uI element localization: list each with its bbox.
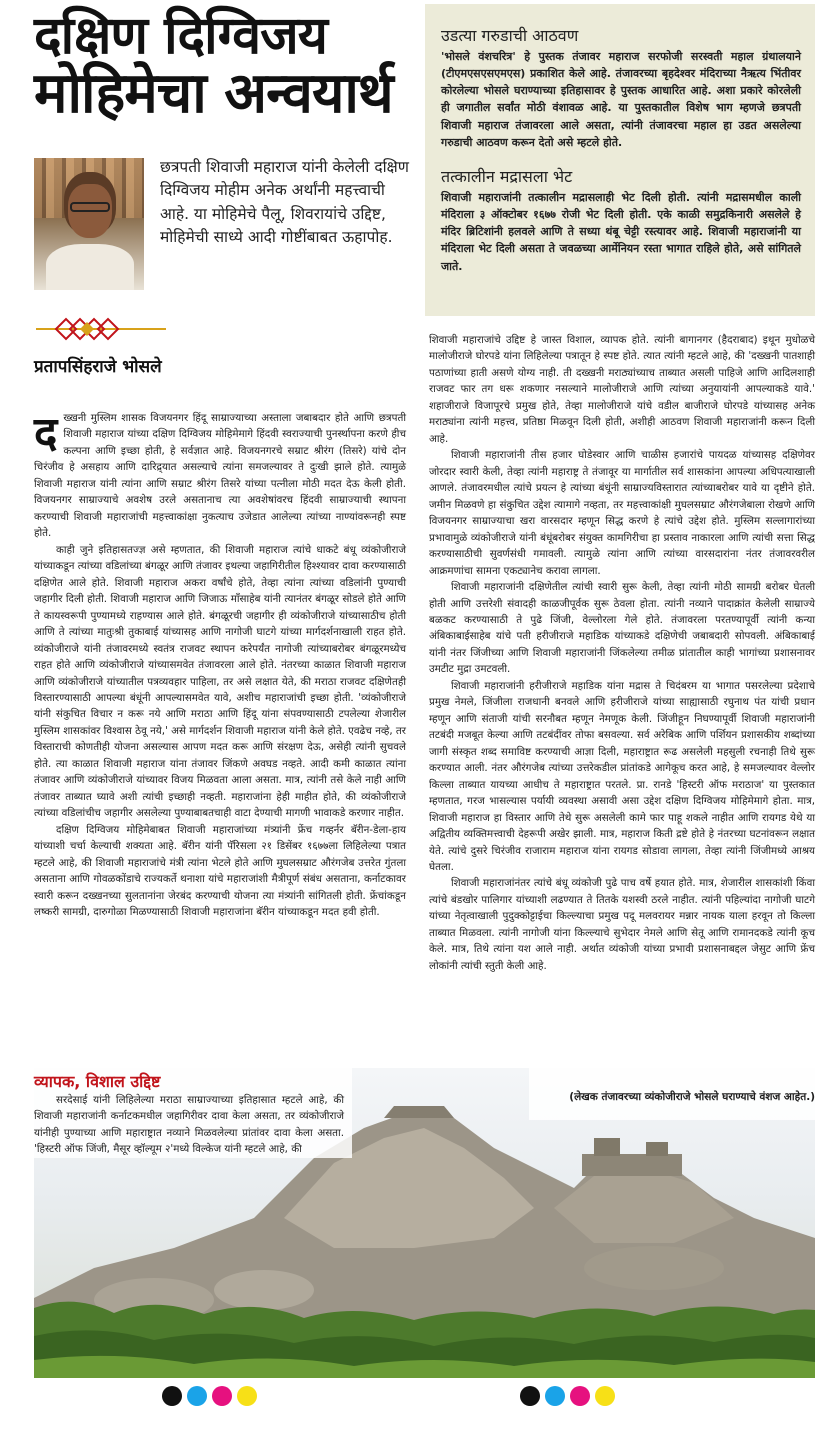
paragraph: शिवाजी महाराजांनंतर त्यांचे बंधू व्यंकोजी पुढे पाच वर्षे हयात होते. मात्र, शेजारील शासकांशी किंवा त्यांचे बंडखोर पालिगार यांच्याशी लढण्यात ते तितके यशस्वी ठरले नाहीत. त्यांनी पहिल्यांदा नागोजी घाटगे यांच्या नेतृत्वाखाली पुदुक्कोट्टाईचा किल्ल्याचा प्रमुख पदू मलवरायर मन्नार नायक याला हरवून तो किल्ला ताब्यात मिळवला. त्यांनी नागोजी यांना किल्ल्याचे सुभेदार नेमले आणि सेतू आणि रामानदकडे त्यांनी कूच केले. मात्र, तिथे त्यांना यश आले नाही. अर्थात व्यंकोजी यांच्या प्रभावी प्रशासनाबद्दल जेसुट आणि फ्रेंच लोकांनी त्यांची स्तुती केली आहे. bbox=[429, 877, 815, 972]
article-right-column bbox=[429, 332, 815, 974]
registration-dot-magenta bbox=[212, 1386, 232, 1406]
article-intro: छत्रपती शिवाजी महाराज यांनी केलेली दक्षिण दिग्विजय मोहीम अनेक अर्थांनी महत्त्वाची आहे. या मोहिमेचे पैलू, शिवरायांचे उद्दिष्ट, मोहिमेची साध्ये आदी गोष्टींबाबत ऊहापोह. bbox=[160, 158, 409, 246]
registration-dot-magenta bbox=[570, 1386, 590, 1406]
registration-marks-right bbox=[520, 1386, 620, 1410]
paragraph: शिवाजी महाराजांनी दक्षिणेतील त्यांची स्वारी सुरू केली, तेव्हा त्यांनी मोठी सामग्री बरोबर घेतली होती आणि उत्तरेशी संवादही काळजीपूर्वक सुरू ठेवला होता. त्यांनी नव्याने पादाक्रांत केलेली साम्राज्ये बळकट करण्यासाठी ते पुढे जिंजी, वेल्लोरला गेले होते. तंजावरला परतण्यापूर्वी त्यांनी कन्या अंबिकाबाईसाहेब यांचे पती हरीजीराजे महाडिक यांच्याकडे दक्षिणेची जबाबदारी सोपवली. अंबिकाबाई यांनी नंतर जिंजीच्या आणि शिवाजी महाराजांनी जिंकलेल्या तमीळ प्रांतातील काही भागांच्या प्रशासनावर उमटीट मुद्रा उमटवली. bbox=[429, 581, 815, 676]
registration-dot-yellow bbox=[237, 1386, 257, 1406]
author-photo bbox=[34, 158, 144, 290]
registration-dot-black bbox=[162, 1386, 182, 1406]
headline-line-2: मोहिमेचा अन्वयार्थ bbox=[34, 61, 393, 127]
subsection-heading: व्यापक, विशाल उद्दिष्ट bbox=[34, 1072, 161, 1091]
author-byline: प्रतापसिंहराजे भोसले bbox=[34, 357, 162, 377]
author-credit: (लेखक तंजावरच्या व्यंकोजीराजे भोसले घराण्याचे वंशज आहेत.) bbox=[569, 1091, 815, 1103]
drop-cap: द bbox=[34, 408, 58, 459]
diamond-ornament-icon bbox=[36, 316, 166, 342]
registration-dot-black bbox=[520, 1386, 540, 1406]
headline-line-1: दक्षिण दिग्विजय bbox=[34, 6, 327, 66]
paragraph: काही जुने इतिहासतज्ज्ञ असे म्हणतात, की शिवाजी महाराज त्यांचे धाकटे बंधू व्यंकोजीराजे यांच्याकडून त्यांच्या वडिलांच्या बंगळूर आणि तंजावर इथल्या जहागिरीतील हिश्श्यावर दावा करण्यासाठी दक्षिणेत आले होते. शिवाजी महाराज अकरा वर्षांचे होते, तेव्हा त्यांना त्यांच्या वडिलांनी पुण्याची जहागीर दिली होती. शिवाजी महाराज आणि जिजाऊ माँसाहेब यांनी त्यानंतर बंगळूर सोडले होते आणि ते कायस्वरूपी पुण्यामध्ये राहण्यास आले होते. बंगळूरची जहागीर ही व्यंकोजीराजे यांच्यासाठीच होती आणि ते त्यांच्या मातुःश्री तुकाबाई यांच्यासह आणि नागोजी घाटगे यांच्या मार्गदर्शनाखाली राहत होते. व्यंकोजीराजे यांनी तंजावरमध्ये स्वतंत्र राजवट स्थापन करेपर्यंत नागोजी त्यांच्याबरोबर बंगळूरमध्येच राहत होते आणि व्यंकोजीराजे यांच्यासमवेत तंजावरला आले होते. नंतरच्या काळात शिवाजी महाराज आणि व्यंकोजीराजे यांच्यातील पत्रव्यवहार पाहिला, तर असे लक्षात येते, की मराठा राजवट दक्षिणेतही विस्तारण्यासाठी आपल्या बंधूंनी आपल्यासमवेत यावे, अशीच महाराजांची इच्छा होती. 'व्यंकोजीराजे यांनी संकुचित विचार न करू नये आणि मराठा आणि हिंदू यांना संपवण्यासाठी टपलेल्या शेजारील मुस्लिम शासकांवर विश्वास ठेवू नये,' असे मार्गदर्शन शिवाजी महाराज यांनी केले होते. एवढेच नव्हे, तर विस्ताराची कोणतीही योजना असल्यास आपण मदत करू आणि संरक्षण देऊ, असेही त्यांनी सुचवले होते. त्या काळात शिवाजी महाराज यांना तंजावर जिंकणे अवघड नव्हते. आदी कमी काळात त्यांना तंजावर आणि व्यंकोजीराजे यांच्यावर विजय मिळवता आला असता. मात्र, त्यांनी तसे केले नाही आणि तंजावर ताब्यात घ्यावे अशी त्यांची इच्छाही नव्हती. महाराजांना हेही माहीत होते, की व्यंकोजीराजे त्यांच्या वडिलांचीच जहागीर असलेल्या पुण्याबाबतचाही वाटा देण्याची मागणी भावाकडे करणार नाहीत. bbox=[34, 543, 406, 820]
headline bbox=[34, 8, 419, 125]
subsection-text: सरदेसाई यांनी लिहिलेल्या मराठा साम्राज्याच्या इतिहासात म्हटले आहे, की शिवाजी महाराजांनी कर्नाटकमधील जहागिरीवर दावा केला असता, तर व्यंकोजीराजे यांनीही पुण्याच्या आणि महाराष्ट्रात नव्याने मिळवलेल्या प्रांतांवर दावा केला असता. 'हिस्टरी ऑफ जिंजी, मैसूर व्हॉल्यूम २'मध्ये विल्केज यांनी म्हटले आहे, की bbox=[34, 1094, 344, 1156]
sidebar-text-2: शिवाजी महाराजांनी तत्कालीन मद्रासलाही भेट दिली होती. त्यांनी मद्रासमधील काली मंदिराला ३ ऑक्टोबर १६७७ रोजी भेट दिली होती. एके काळी समुद्रकिनारी असलेले हे मंदिर ब्रिटिशांनी हलवले आणि ते सध्या थंबू चेट्टी रस्त्यावर आहे. शिवाजी महाराजांनी या मंदिराला भेट दिली असता ते जवळच्या आर्मेनियन रस्ता भागात राहिले होते, असे सांगितले जाते. bbox=[441, 190, 801, 273]
paragraph: दख्खनी मुस्लिम शासक विजयनगर हिंदू साम्राज्याच्या अस्ताला जबाबदार होते आणि छत्रपती शिवाजी महाराज यांच्या दक्षिण दिग्विजय मोहिमेमागे हिंदवी स्वराज्याची पुनर्स्थापना करणे हीच कल्पना आणि इच्छा होती, हे सर्वज्ञात आहे. विजयनगरचे सम्राट श्रीरंग (तिसरे) यांचे दोन चिरंजीव हे असहाय आणि दारिद्र्यात असल्याचे त्यांना समजल्यावर ते दुःखी झाले होते. त्यामुळे शिवाजी महाराज यांनी त्यांना आणि सम्राट श्रीरंग तिसरे यांच्या पत्नीला मोठी मदत देऊ केली होती. विजयनगर साम्राज्याचे अवशेष उरले असतानाच त्या अवशेषांवरच हिंदवी साम्राज्याची स्थापना करण्याची शिवाजी महाराजांची महत्त्वाकांक्षा नुकत्याच उजेडात आलेल्या त्यांच्या नाण्यांवरूनही स्पष्ट होते. bbox=[34, 408, 406, 540]
paragraph: शिवाजी महाराजांनी तीस हजार घोडेस्वार आणि चाळीस हजारांचे पायदळ यांच्यासह दक्षिणेवर जोरदार स्वारी केली, तेव्हा त्यांनी महाराष्ट्र ते तंजावूर या मार्गातील सर्व शासकांना आपल्या अधिपत्याखाली आणले. तंजावरमधील त्यांचे प्रयत्न हे त्यांच्या बंधूंनी साम्राज्यविस्तारात त्यांच्याबरोबर यावे या दृष्टीने होते. जमीन मिळवणे हा संकुचित उद्देश त्यामागे नव्हता, तर महत्त्वाकांक्षी मुघलसम्राट औरंगजेबाला रोखणे आणि विजयनगर साम्राज्याचा खरा वारसदार म्हणून सिद्ध करणे हे त्यांचे उद्देश होते. मुस्लिम सल्लागारांच्या प्रभावामुळे व्यंकोजीराजे यांनी बंधूंबरोबर संयुक्त कामगिरीचा हा प्रस्ताव नाकारला आणि त्यांची सत्ता सिद्ध करण्यासाठीची सुवर्णसंधी गमावली. त्यामुळे त्यांना आणि त्यांच्या वारसदारांना नंतर तंजावरवरील आक्रमणांचा सामना एकट्यानेच करावा लागला. bbox=[429, 449, 815, 577]
registration-marks-left bbox=[162, 1386, 262, 1410]
registration-dot-cyan bbox=[545, 1386, 565, 1406]
registration-dot-cyan bbox=[187, 1386, 207, 1406]
sidebar-heading-2: तत्कालीन मद्रासला भेट bbox=[441, 166, 573, 186]
sidebar-heading-1: उडत्या गरुडाची आठवण bbox=[441, 26, 579, 45]
registration-dot-yellow bbox=[595, 1386, 615, 1406]
article-left-column bbox=[34, 410, 406, 921]
headline-text bbox=[34, 8, 419, 125]
sidebar-text-1: 'भोसले वंशचरित्र' हे पुस्तक तंजावर महाराज सरफोजी सरस्वती महाल ग्रंथालयाने (टीएमएसएसएमएस) प्रकाशित केले आहे. तंजावरच्या बृहदेश्वर मंदिराच्या नैऋत्य भिंतीवर कोरलेल्या भोसले घराण्याच्या इतिहासावर हे पुस्तक आधारित आहे. अशा प्रकारे कोरलेली ही जगातील सर्वांत मोठी वंशावळ आहे. या पुस्तकातील विशेष भाग म्हणजे छत्रपती शिवाजी महाराज तंजावरला आले असता, त्यांनी तंजावरचा महाल हा उडत असलेल्या गरुडाची आठवण करून देतो असे म्हटले होते. bbox=[441, 50, 801, 149]
sidebar-box bbox=[425, 4, 815, 316]
paragraph: शिवाजी महाराजांचे उद्दिष्ट हे जास्त विशाल, व्यापक होते. त्यांनी बागानगर (हैदराबाद) इथून मुधोळचे मालोजीराजे घोरपडे यांना लिहिलेल्या पत्रातून हे स्पष्ट होते. त्यात त्यांनी म्हटले आहे, की 'दख्खनी पातशाही पठाणांच्या हाती असणे योग्य नाही. ती दख्खनी मराठ्यांच्याच ताब्यात असली पाहिजे आणि आदिलशाही राजवट फार तग धरू शकणार नसल्याने मालोजीराजे आणि त्यांच्या अनुयायांनी आपल्याकडे यावे.' शहाजीराजे विजापूरचे प्रमुख होते, तेव्हा मालोजीराजे यांचे वडील बाजीराजे घोरपडे यांच्यासह अनेक मराठ्यांना त्यांनी महत्त्व, प्रतिष्ठा मिळवून दिली होती, अशीही आठवण शिवाजी महाराजांनी करून दिली आहे. bbox=[429, 334, 815, 445]
paragraph: शिवाजी महाराजांनी हरीजीराजे महाडिक यांना मद्रास ते चिदंबरम या भागात पसरलेल्या प्रदेशाचे प्रमुख नेमले, जिंजीला राजधानी बनवले आणि हरीजीराजे यांच्या साह्यासाठी रघुनाथ पंत यांची प्रधान म्हणून आणि संताजी यांची सरनौबत म्हणून नेमणूक केली. जिंजीहून निघण्यापूर्वी शिवाजी महाराजांनी तटबंदी मजबूत केल्या आणि तटबंदींवर तोफा बसवल्या. सर्व अरेबिक आणि पर्शियन प्रशासकीय शब्दांच्या जागी संस्कृत शब्द समाविष्ट करण्याची आज्ञा दिली, महाराष्ट्रात रूढ असलेली महसुली रचनाही तिथे सुरू करण्यात आली. नंतर औरंगजेब त्यांच्या उत्तरेकडील प्रांतांकडे आगेकूच करत आहे, हे समजल्यावर वेल्लोर किल्ला ताब्यात यायच्या आधीच ते महाराष्ट्रात परतले. प्रा. रानडे 'हिस्टरी ऑफ मराठाज' या पुस्तकात म्हणतात, गरज भासल्यास पर्यायी व्यवस्था असावी असा उद्देश दक्षिण दिग्विजय मोहिमेमागे होता. मात्र, शिवाजी महाराज हा विस्तार आणि तेथे सुरू असलेली कामे फार पाहू शकले नाहीत आणि रायगड येथे या अद्वितीय व्यक्तिमत्त्वाची देहरूपी अखेर झाली. मात्र, महाराज किती द्रष्टे होते हे नंतरच्या घटनांवरून लक्षात येते. त्यांचे दुसरे चिरंजीव राजाराम महाराज यांना रायगड सोडावा लागला, तेव्हा त्यांनी जिंजीमध्ये आश्रय घेतला. bbox=[429, 679, 815, 873]
paragraph: दक्षिण दिग्विजय मोहिमेबाबत शिवाजी महाराजांच्या मंत्र्यांनी फ्रेंच गव्हर्नर बॅरीन-डेला-हाय यांच्याशी चर्चा केल्याची शक्यता आहे. बॅरीन यांनी पॅरिसला २१ डिसेंबर १६७७ला लिहिलेल्या पत्रात म्हटले आहे, की शिवाजी महाराजांचे मंत्री त्यांना भेटले होते आणि मुघलसम्राट औरंगजेब उत्तरेत गुंतला असताना आणि गोवळकोंडाचे राज्यकर्ते थनाशा यांचे महाराजांशी मैत्रीपूर्ण संबंध असताना, कर्नाटकावर स्वारी करून दख्खनच्या सुलतानांना जेरबंद करण्याची योजना त्या मंत्र्यांनी सांगितली होती. फ्रेंचांकडून लष्करी सामग्री, दारुगोळा मिळण्यासाठी शिवाजी महाराजांना बॅरीन यांच्याकडून मदत हवी होती. bbox=[34, 823, 406, 919]
